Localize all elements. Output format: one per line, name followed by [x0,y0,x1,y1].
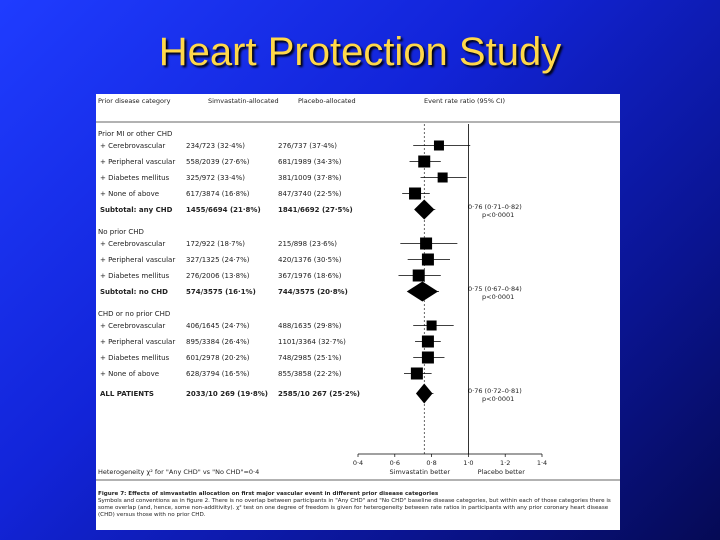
placebo-value: 847/3740 (22·5%) [278,190,342,198]
effect-square [409,188,421,200]
favours-simvastatin-label: Simvastatin better [389,468,450,476]
simvastatin-value: 628/3794 (16·5%) [186,370,250,378]
placebo-value: 215/898 (23·6%) [278,240,338,248]
row-label: + None of above [100,190,160,198]
simvastatin-value: 601/2978 (20·2%) [186,354,250,362]
p-value-text: p<0·0001 [482,293,515,301]
placebo-value: 420/1376 (30·5%) [278,256,342,264]
p-value-text: p<0·0001 [482,211,515,219]
simvastatin-value: 2033/10 269 (19·8%) [186,390,268,398]
row-label: + None of above [100,370,160,378]
placebo-value: 1101/3364 (32·7%) [278,338,346,346]
effect-square [427,321,437,331]
simvastatin-value: 234/723 (32·4%) [186,142,246,150]
header-event-rate-ratio: Event rate ratio (95% CI) [424,97,506,105]
row-label: + Cerebrovascular [100,240,166,248]
x-tick-label: 1·0 [463,459,474,467]
x-tick-label: 1·4 [536,459,548,467]
ci-text: 0·76 (0·71–0·82) [468,203,522,211]
simvastatin-value: 325/972 (33·4%) [186,174,246,182]
group-heading: No prior CHD [98,228,144,236]
header-category: Prior disease category [98,97,171,105]
row-label: + Diabetes mellitus [100,354,170,362]
row-label: + Cerebrovascular [100,142,166,150]
simvastatin-value: 558/2039 (27·6%) [186,158,250,166]
row-label: + Diabetes mellitus [100,174,170,182]
heterogeneity-text: Heterogeneity χ² for "Any CHD" vs "No CHD"=0·4 [98,468,260,476]
placebo-value: 748/2985 (25·1%) [278,354,342,362]
effect-square [420,238,432,250]
effect-square [434,141,444,151]
ci-text: 0·76 (0·72–0·81) [468,387,522,395]
ci-text: 0·75 (0·67–0·84) [468,285,522,293]
x-tick-label: 1·2 [500,459,511,467]
placebo-value: 855/3858 (22·2%) [278,370,342,378]
header-simvastatin: Simvastatin-allocated [208,97,279,105]
x-tick-label: 0·4 [352,459,364,467]
simvastatin-value: 574/3575 (16·1%) [186,288,256,296]
p-value-text: p<0·0001 [482,395,515,403]
simvastatin-value: 1455/6694 (21·8%) [186,206,261,214]
placebo-value: 681/1989 (34·3%) [278,158,342,166]
row-label: + Peripheral vascular [100,158,176,166]
placebo-value: 367/1976 (18·6%) [278,272,342,280]
subtotal-diamond [407,282,438,302]
group-heading: CHD or no prior CHD [98,310,171,318]
simvastatin-value: 172/922 (18·7%) [186,240,246,248]
x-tick-label: 0·6 [389,459,400,467]
simvastatin-value: 276/2006 (13·8%) [186,272,250,280]
row-label: + Diabetes mellitus [100,272,170,280]
effect-square [422,336,434,348]
x-tick-label: 0·8 [426,459,437,467]
effect-square [422,352,434,364]
placebo-value: 488/1635 (29·8%) [278,322,342,330]
simvastatin-value: 327/1325 (24·7%) [186,256,250,264]
placebo-value: 744/3575 (20·8%) [278,288,348,296]
caption-title: Figure 7: Effects of simvastatin allocation on first major vascular event in different prior disease categories [98,491,439,497]
figure-caption [98,491,616,519]
row-label: + Cerebrovascular [100,322,166,330]
simvastatin-value: 895/3384 (26·4%) [186,338,250,346]
subtotal-label: Subtotal: no CHD [100,288,168,296]
total-label: ALL PATIENTS [100,390,154,398]
effect-square [422,254,434,266]
placebo-value: 276/737 (37·4%) [278,142,338,150]
forest-plot [96,94,620,489]
effect-square [411,368,423,380]
row-label: + Peripheral vascular [100,256,176,264]
forest-plot-figure [96,94,620,530]
effect-square [438,173,448,183]
simvastatin-value: 617/3874 (16·8%) [186,190,250,198]
row-label: + Peripheral vascular [100,338,176,346]
placebo-value: 2585/10 267 (25·2%) [278,390,360,398]
favours-placebo-label: Placebo better [477,468,525,476]
slide-title: Heart Protection Study [158,30,562,74]
effect-square [413,270,425,282]
header-placebo: Placebo-allocated [298,97,356,105]
caption-body: Symbols and conventions as in figure 2. There is no overlap between participants in "Any CHD" and "No CHD" baseline disease categories, but within each of those categories there is some overlap (and, hence, some non-additivity). χ² test on one degree of freedom is given for heterogeneity between rate ratios in participants with any prior coronary heart disease (CHD) versus those with no prior CHD. [98,498,611,518]
group-heading: Prior MI or other CHD [98,130,173,138]
placebo-value: 1841/6692 (27·5%) [278,206,353,214]
subtotal-label: Subtotal: any CHD [100,206,173,214]
simvastatin-value: 406/1645 (24·7%) [186,322,250,330]
placebo-value: 381/1009 (37·8%) [278,174,342,182]
